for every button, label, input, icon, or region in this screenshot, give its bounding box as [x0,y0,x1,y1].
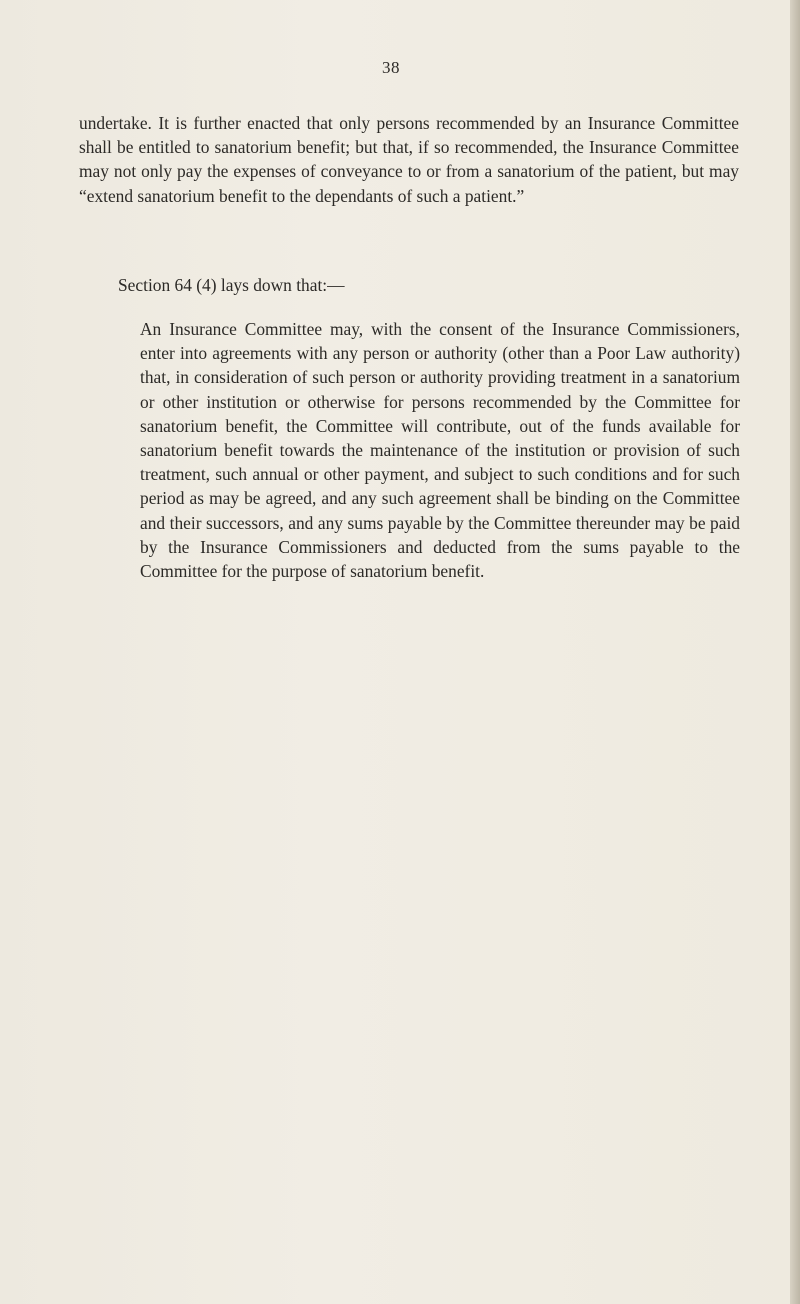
continuation-paragraph: undertake. It is further enacted that only persons recommended by an Insurance Committee shall be entitled to sanatorium benefit; but that, if so recommended, the Insurance Committee may not only pay the expenses of conveyance to or from a sanatorium of the patient, but may “extend sanatorium benefit to the dependants of such a patient.” [79,113,739,206]
page-number: 38 [382,58,400,77]
page-edge-shadow [790,0,800,1304]
section-intro: Section 64 (4) lays down that:— [118,275,345,295]
quoted-provision: An Insurance Committee may, with the consent of the Insurance Commissioners, enter into agreements with any person or authority (other than a Poor Law authority) that, in consideration of such person or authority providing treatment in a sanatorium or other institution or otherwise for persons recommended by the Committee for sanatorium benefit, the Committee will contribute, out of the funds available for sanatorium benefit towards the maintenance of the institution or provision of such treatment, such annual or other payment, and subject to such conditions and for such period as may be agreed, and any such agreement shall be binding on the Committee and their successors, and any sums payable by the Committee thereunder may be paid by the Insurance Commissioners and deducted from the sums payable to the Committee for the purpose of sanatorium benefit. [140,319,740,582]
